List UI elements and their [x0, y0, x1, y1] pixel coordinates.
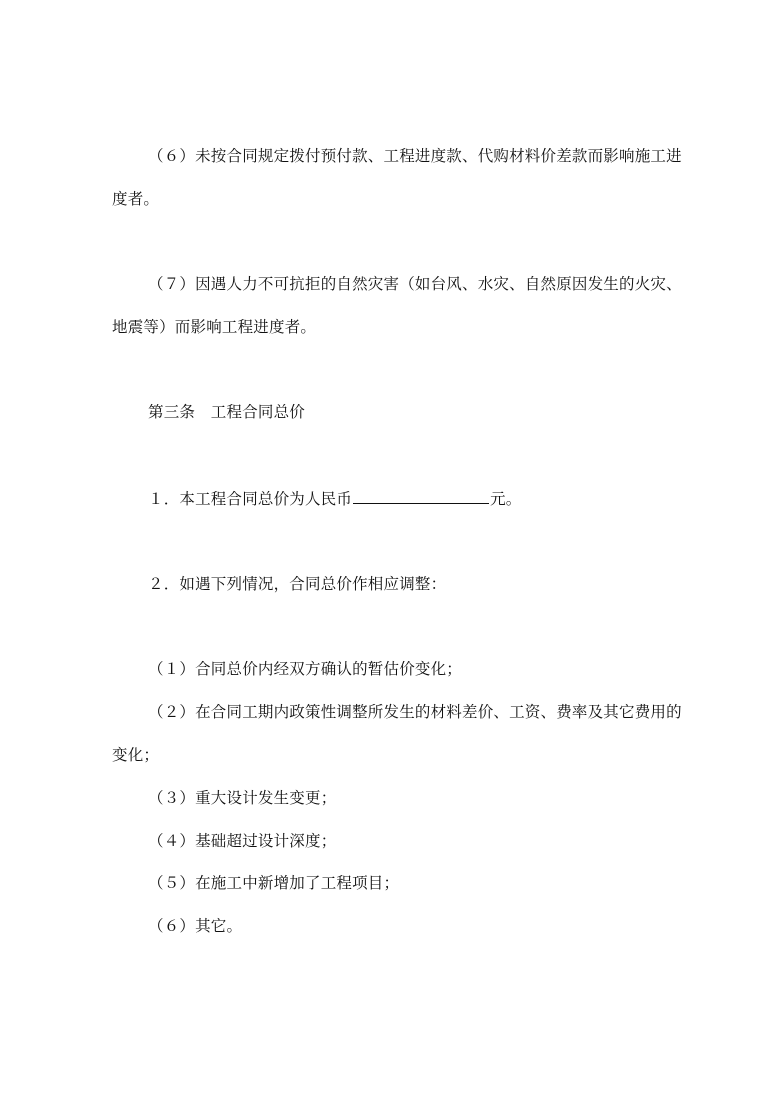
adjust-item-2-line2: 变化； — [112, 746, 160, 764]
article-3-paragraph-1 — [148, 488, 522, 509]
adjust-item-4: （４）基础超过设计深度； — [148, 832, 337, 850]
clause-item-7-line1: （７）因遇人力不可抗拒的自然灾害（如台风、水灾、自然原因发生的火灾、 — [148, 275, 682, 293]
total-price-suffix: 元。 — [490, 490, 522, 508]
adjust-item-3: （３）重大设计发生变更； — [148, 789, 337, 807]
clause-item-7-line2: 地震等）而影响工程进度者。 — [112, 318, 317, 336]
total-price-prefix: １．本工程合同总价为人民币 — [148, 490, 353, 508]
clause-item-6-line2: 度者。 — [112, 190, 160, 208]
adjust-item-2-line1: （２）在合同工期内政策性调整所发生的材料差价、工资、费率及其它费用的 — [148, 703, 682, 721]
total-price-blank — [353, 488, 489, 504]
article-3-heading: 第三条 工程合同总价 — [148, 403, 306, 421]
adjust-item-6: （６）其它。 — [148, 917, 243, 935]
adjust-item-5: （５）在施工中新增加了工程项目； — [148, 874, 400, 892]
article-3-paragraph-2: ２．如遇下列情况，合同总价作相应调整： — [148, 575, 447, 593]
adjust-item-1: （１）合同总价内经双方确认的暂估价变化； — [148, 660, 463, 678]
clause-item-6-line1: （６）未按合同规定拨付预付款、工程进度款、代购材料价差款而影响施工进 — [148, 147, 682, 165]
